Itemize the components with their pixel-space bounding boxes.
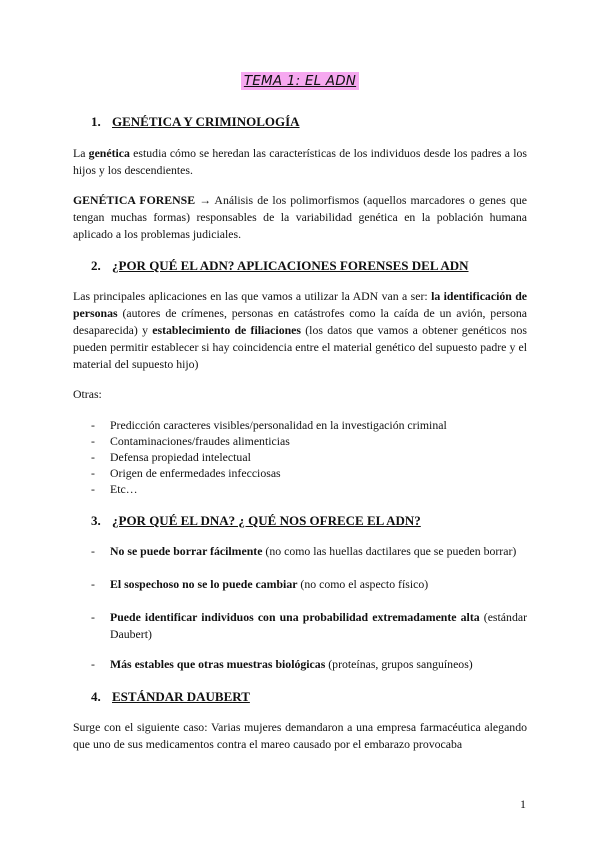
list-item: - Predicción caracteres visibles/personalidad en la investigación criminal — [91, 417, 531, 433]
section-title: ¿POR QUÉ EL ADN? APLICACIONES FORENSES DEL ADN — [112, 258, 469, 273]
bold-term: la identificación de personas — [73, 289, 527, 320]
text-run: → Análisis de los polimorfismos (aquellos marcadores o genes que tengan muchas formas) responsables de la variabilidad genética en la población humana aplicado a los problemas judiciales. — [73, 193, 527, 241]
text-run: La — [73, 146, 89, 160]
section-1-heading — [91, 114, 300, 130]
bold-term: genética — [88, 146, 130, 160]
list-item: - Contaminaciones/fraudes alimenticias — [91, 433, 531, 449]
dna-advantage-item — [91, 543, 527, 560]
bold-term: El sospechoso no se lo puede cambiar — [110, 577, 298, 591]
text-run: (autores de crímenes, personas en catástrofes como la caída de un avión, persona desaparecida) y — [73, 306, 527, 337]
dna-advantage-item — [91, 609, 527, 643]
section-2-heading — [91, 258, 469, 274]
document-title: TEMA 1: EL ADN — [241, 72, 359, 90]
section-number: 2. — [91, 258, 101, 273]
dna-advantage-item — [91, 576, 527, 593]
section-title: ¿POR QUÉ EL DNA? ¿ QUÉ NOS OFRECE EL ADN? — [112, 513, 421, 528]
text-run: estudia cómo se heredan las características de los individuos desde los padres a los hijos y los descendientes. — [73, 146, 527, 177]
section-3-heading — [91, 513, 421, 529]
daubert-paragraph: Surge con el siguiente caso: Varias mujeres demandaron a una empresa farmacéutica alegando que uno de sus medicamentos contra el mareo causado por el embarazo provocaba — [73, 720, 527, 751]
list-item: - Etc… — [91, 481, 531, 497]
bullet-dash: - — [91, 657, 95, 671]
bullet-dash: - — [91, 610, 95, 624]
genetics-definition-paragraph — [73, 145, 527, 179]
others-label: Otras: — [73, 387, 102, 401]
text-run: (no como el aspecto físico) — [297, 577, 429, 591]
section-number: 1. — [91, 114, 101, 129]
title-block — [0, 72, 600, 90]
list-item: - Defensa propiedad intelectual — [91, 449, 531, 465]
forensic-genetics-paragraph — [73, 192, 527, 243]
bullet-dash: - — [91, 544, 95, 558]
section-title: ESTÁNDAR DAUBERT — [112, 689, 250, 704]
section-title: GENÉTICA Y CRIMINOLOGÍA — [112, 114, 300, 129]
section-4-heading — [91, 689, 250, 705]
text-run: (estándar Daubert) — [110, 610, 528, 641]
text-run: (no como las huellas dactilares que se pueden borrar) — [262, 544, 517, 558]
page-number: 1 — [520, 797, 526, 811]
bold-term: establecimiento de filiaciones — [152, 323, 301, 337]
bold-term: Más estables que otras muestras biológicas — [110, 657, 326, 671]
bold-term: GENÉTICA FORENSE — [73, 193, 196, 207]
dna-advantage-item — [91, 656, 527, 673]
list-item: - Origen de enfermedades infecciosas — [91, 465, 531, 481]
section-number: 4. — [91, 689, 101, 704]
section-number: 3. — [91, 513, 101, 528]
bold-term: Puede identificar individuos con una probabilidad extremadamente alta — [110, 610, 480, 624]
applications-paragraph — [73, 288, 527, 373]
text-run: Las principales aplicaciones en las que vamos a utilizar la ADN van a ser: — [73, 289, 432, 303]
bold-term: No se puede borrar fácilmente — [110, 544, 263, 558]
bullet-dash: - — [91, 577, 95, 591]
text-run: (proteínas, grupos sanguíneos) — [325, 657, 473, 671]
text-run: (los datos que vamos a obtener genéticos nos pueden permitir establecer si hay coincidencia entre el material genético del supuesto padre y el material del supuesto hijo) — [73, 323, 527, 371]
other-applications-list — [91, 417, 531, 497]
